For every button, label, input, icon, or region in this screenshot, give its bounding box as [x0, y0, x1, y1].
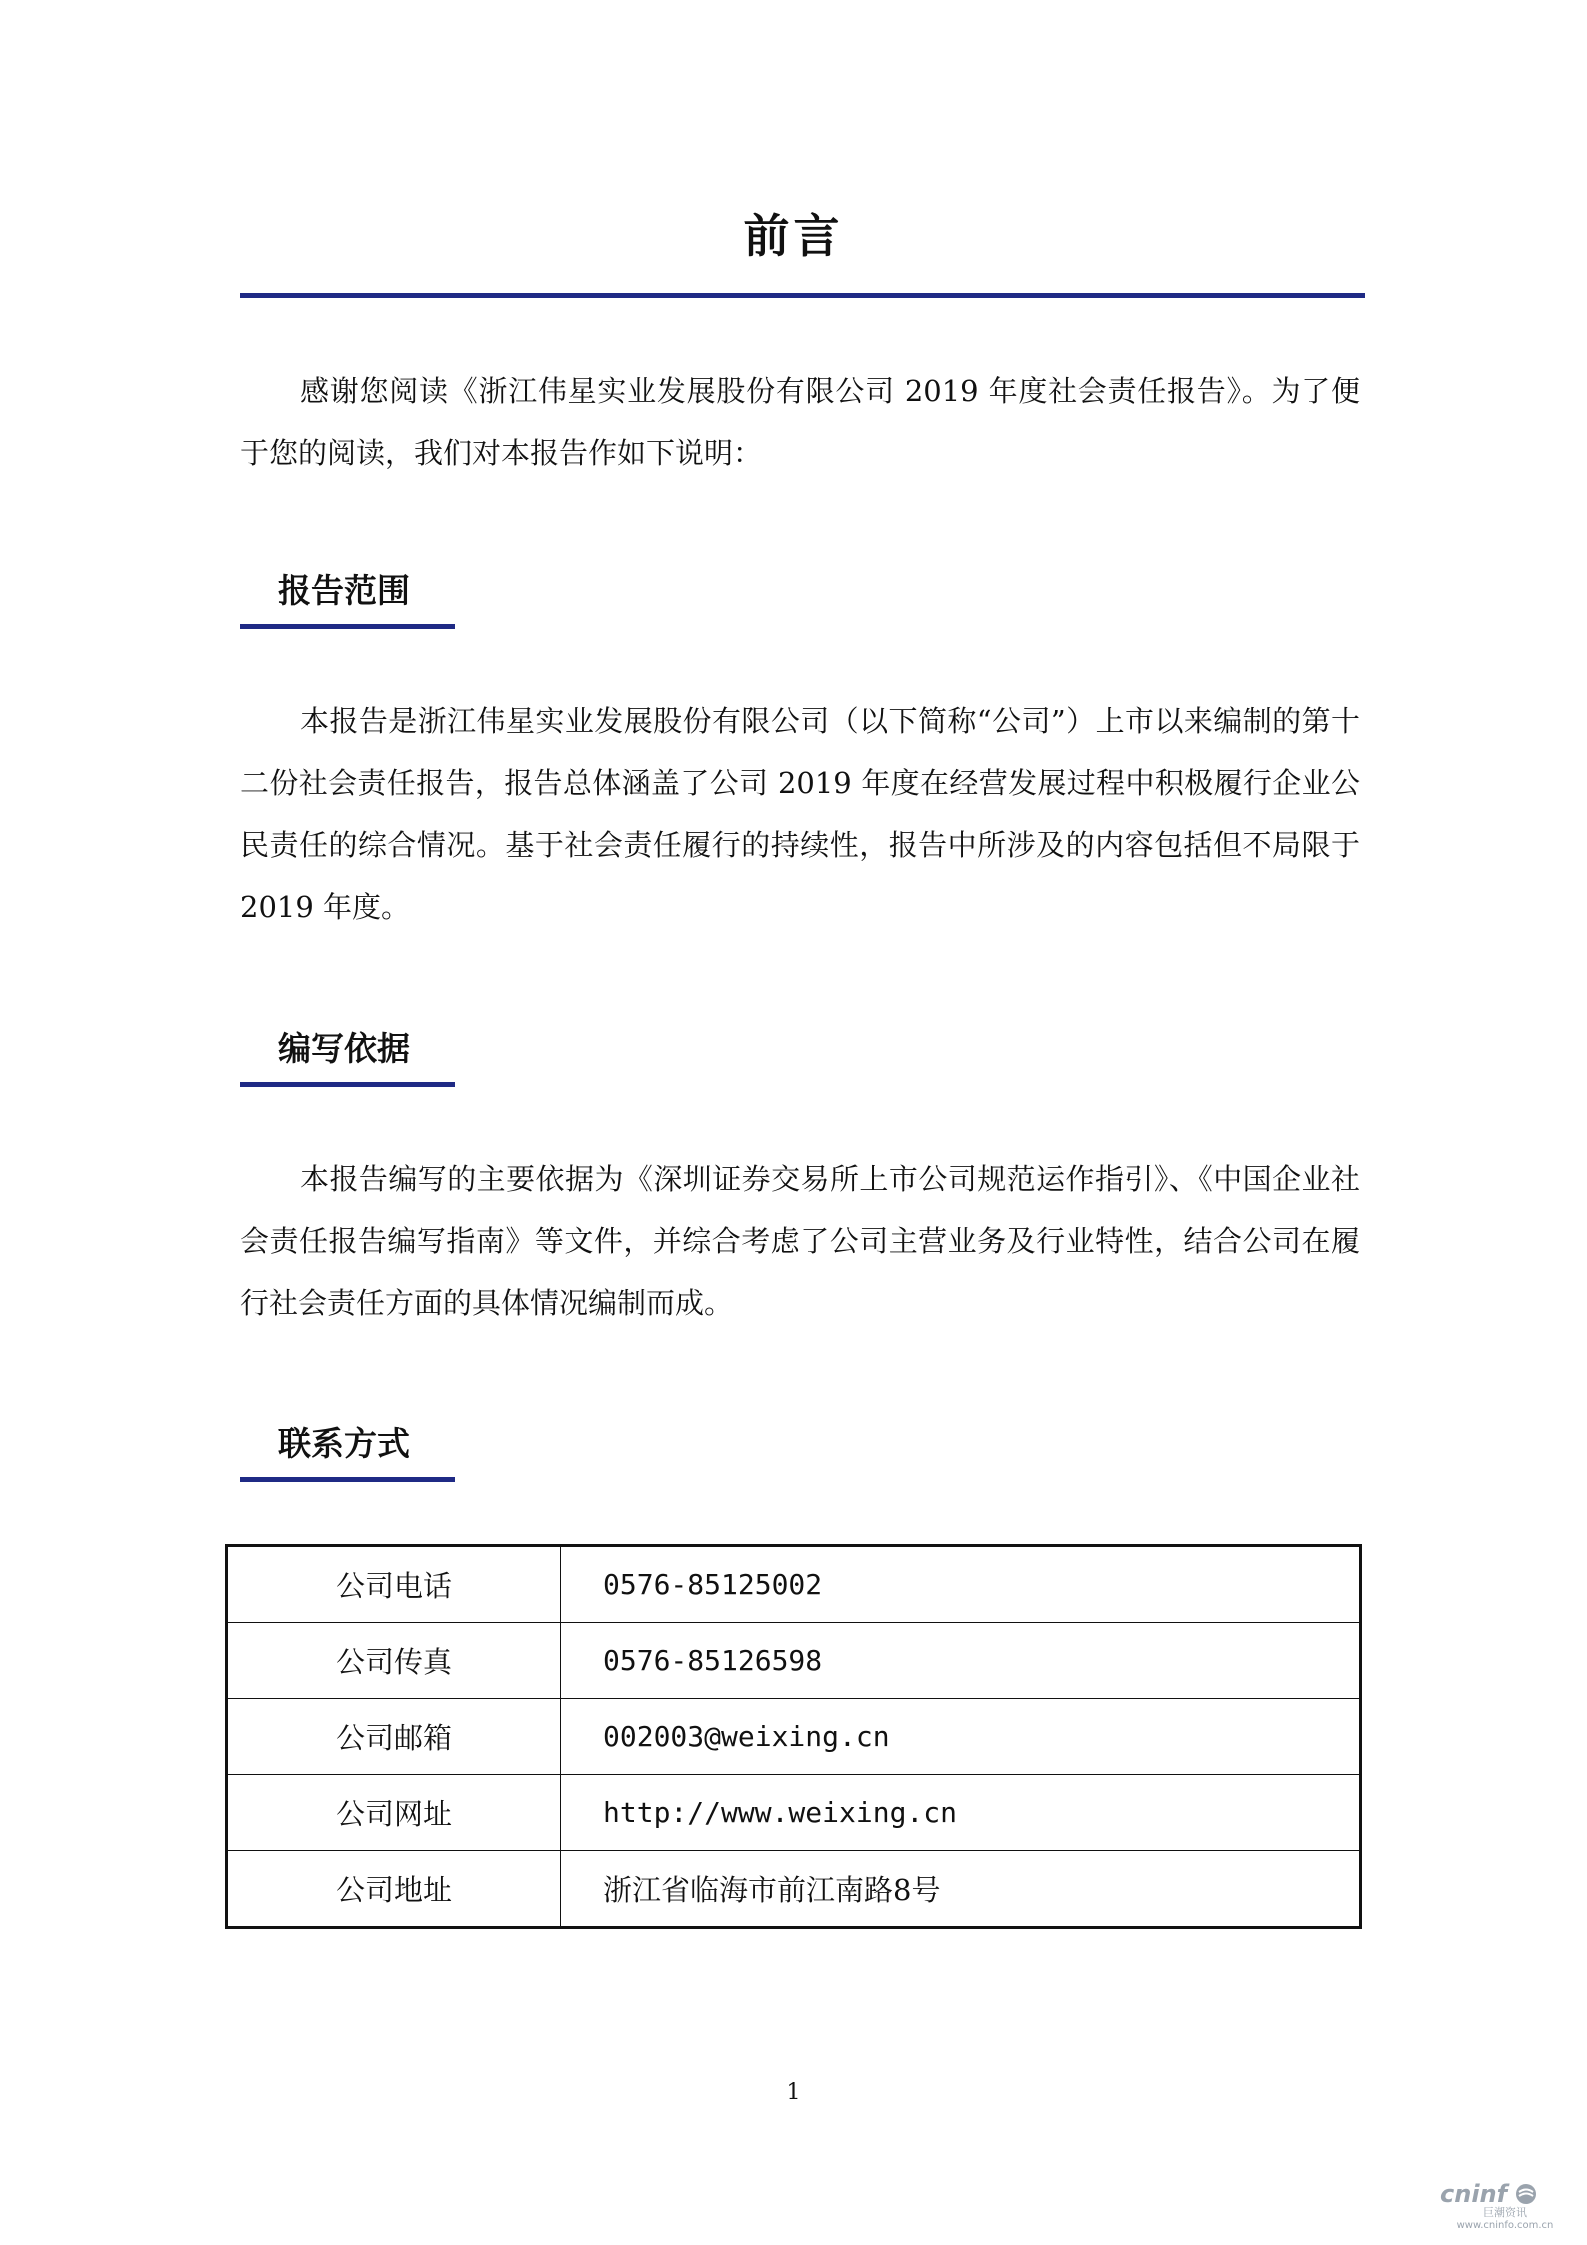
watermark-sub: 巨潮资讯 [1483, 2206, 1527, 2219]
section-underline-scope [240, 624, 455, 629]
scope-paragraph: 本报告是浙江伟星实业发展股份有限公司（以下简称“公司”）上市以来编制的第十二份社会责任报告，报告总体涵盖了公司 2019 年度在经营发展过程中积极履行企业公民责任的综合情况。基于社会责任履行的持续性，报告中所涉及的内容包括但不局限于 2019 年度。 [240, 704, 1360, 924]
table-row [227, 1546, 1361, 1623]
contact-label-fax: 公司传真 [227, 1623, 561, 1699]
contact-value-website: http://www.weixing.cn [561, 1775, 1361, 1851]
page-title: 前言 [743, 209, 844, 263]
contact-value-email: 002003@weixing.cn [561, 1699, 1361, 1775]
contact-label-phone: 公司电话 [227, 1546, 561, 1623]
watermark-url: www.cninfo.com.cn [1456, 2220, 1554, 2231]
watermark-brand-text: cninf [1440, 2180, 1508, 2208]
contact-value-fax: 0576-85126598 [561, 1623, 1361, 1699]
section-heading-basis: 编写依据 [278, 1029, 410, 1068]
table-row [227, 1699, 1361, 1775]
contact-table [225, 1544, 1362, 1929]
table-row [227, 1623, 1361, 1699]
intro-paragraph: 感谢您阅读《浙江伟星实业发展股份有限公司 2019 年度社会责任报告》。为了便于您的阅读，我们对本报告作如下说明： [240, 374, 1360, 470]
section-heading-contact: 联系方式 [278, 1424, 410, 1463]
contact-label-address: 公司地址 [227, 1851, 561, 1928]
section-heading-scope: 报告范围 [278, 571, 410, 610]
cninfo-watermark [1440, 2180, 1570, 2240]
table-row [227, 1851, 1361, 1928]
contact-value-address: 浙江省临海市前江南路8号 [561, 1851, 1361, 1928]
contact-label-website: 公司网址 [227, 1775, 561, 1851]
table-row [227, 1775, 1361, 1851]
contact-value-phone: 0576-85125002 [561, 1546, 1361, 1623]
contact-label-email: 公司邮箱 [227, 1699, 561, 1775]
section-underline-contact [240, 1477, 455, 1482]
title-divider [240, 293, 1365, 298]
cninfo-logo-icon [1515, 2183, 1537, 2205]
basis-paragraph: 本报告编写的主要依据为《深圳证券交易所上市公司规范运作指引》、《中国企业社会责任报告编写指南》等文件，并综合考虑了公司主营业务及行业特性，结合公司在履行社会责任方面的具体情况编制而成。 [240, 1162, 1360, 1320]
page-number: 1 [786, 2080, 801, 2105]
section-underline-basis [240, 1082, 455, 1087]
